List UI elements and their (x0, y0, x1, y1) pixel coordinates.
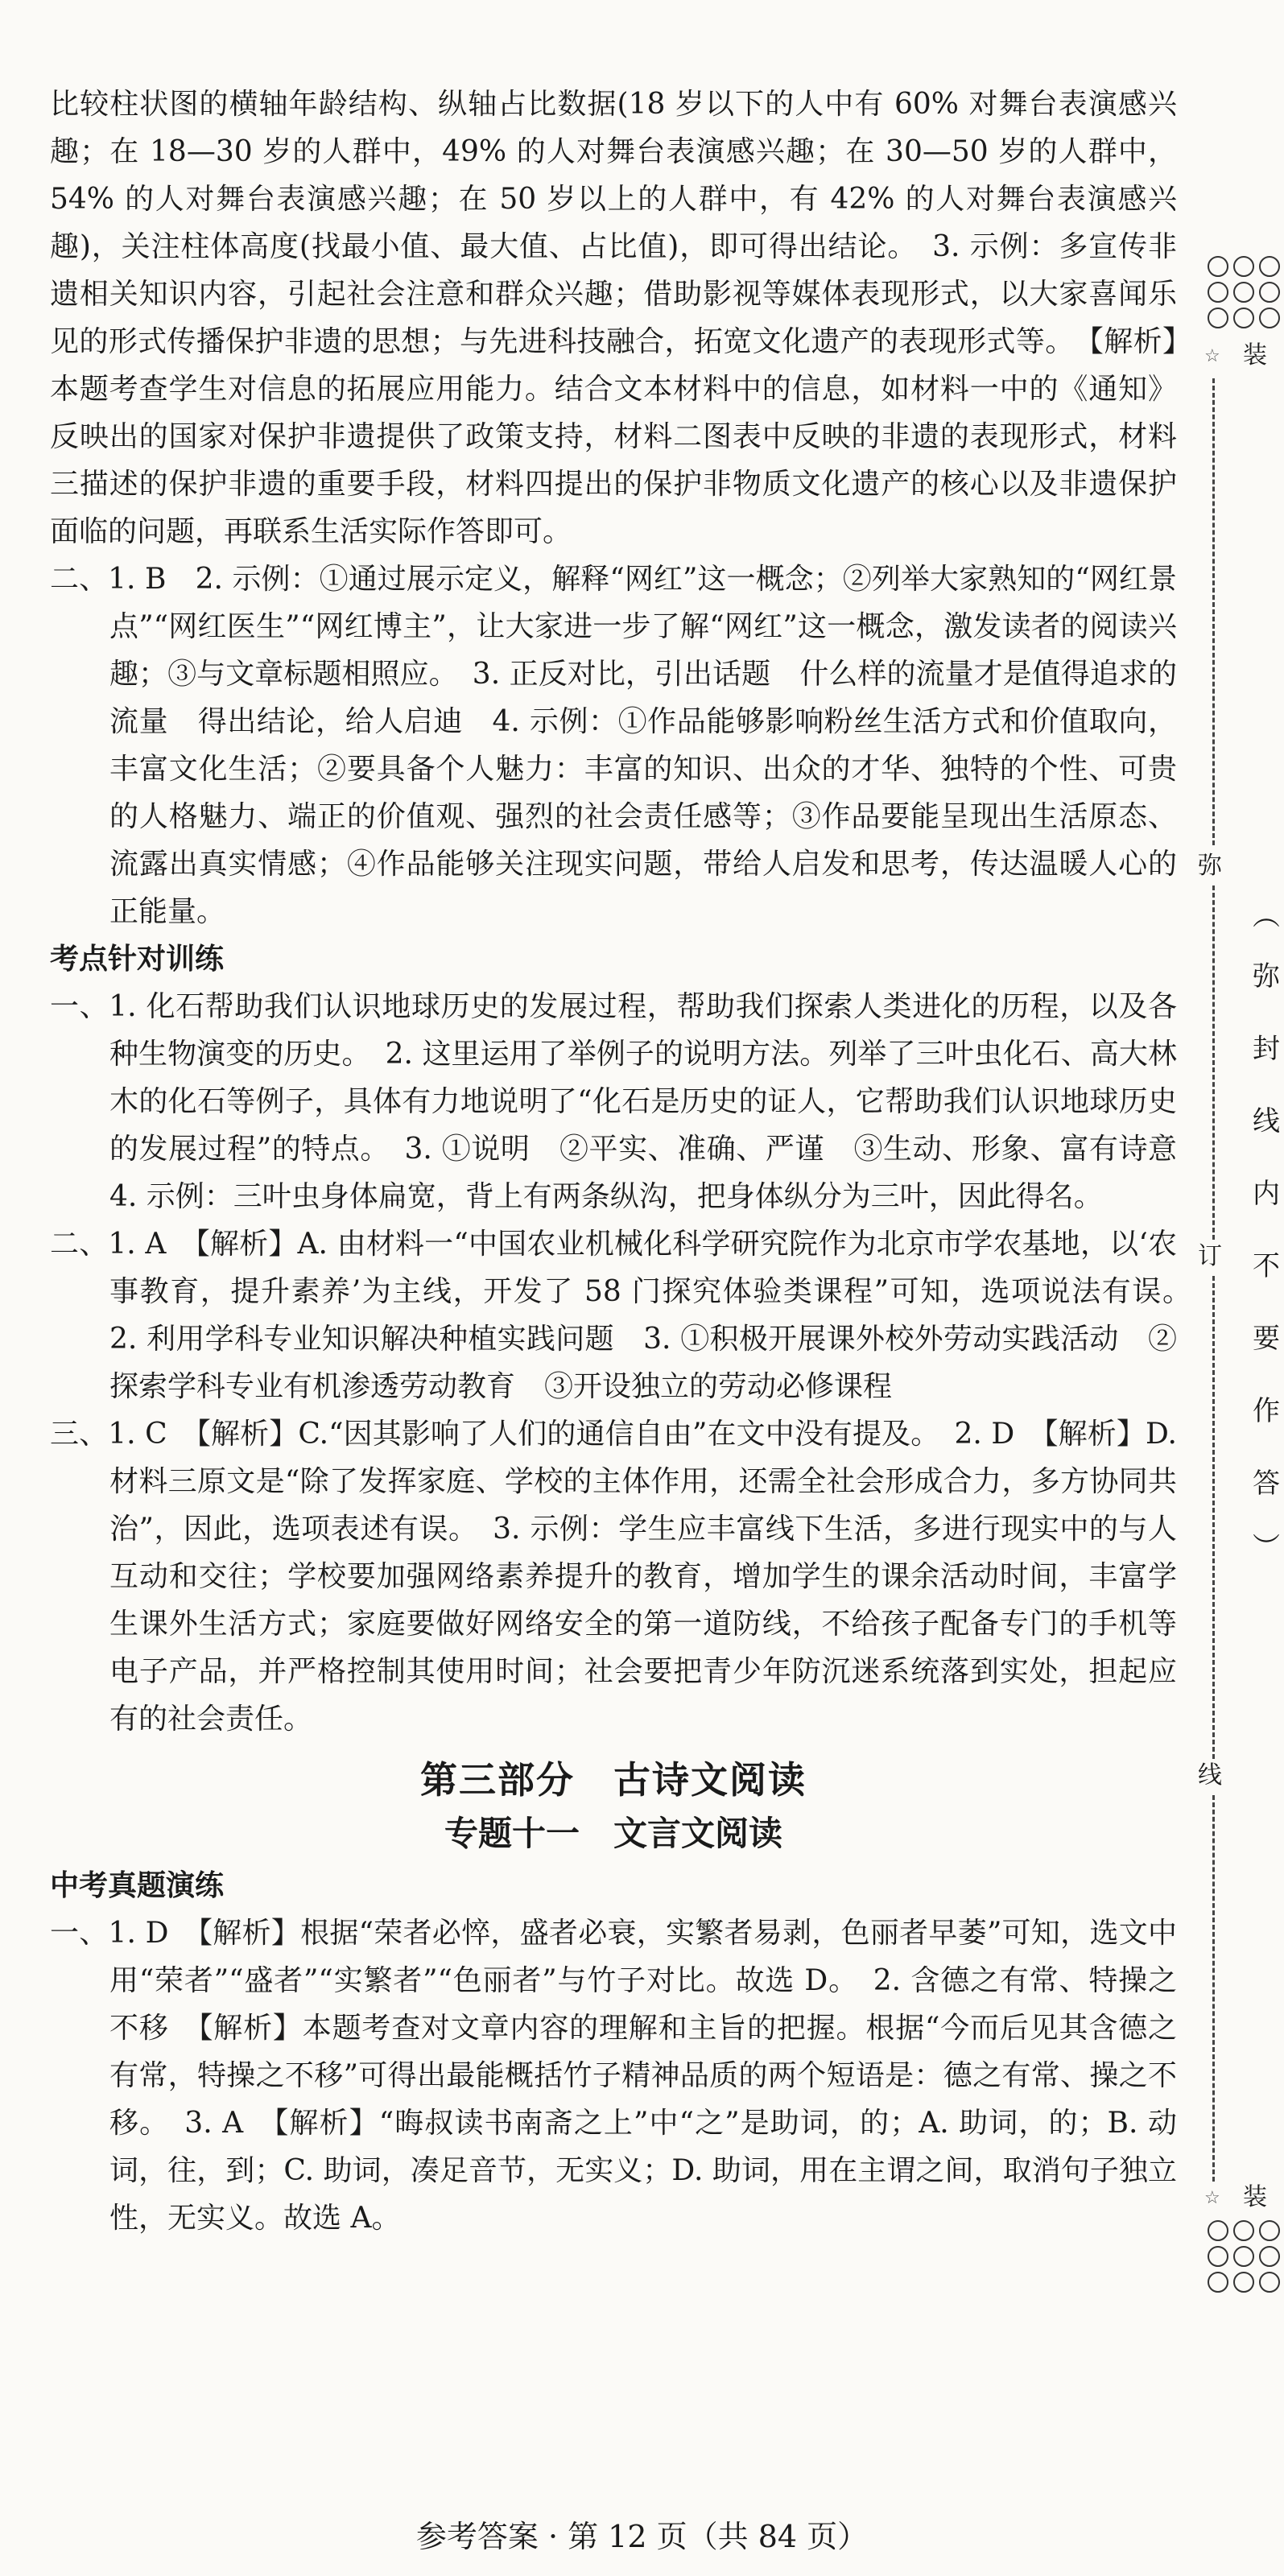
binding-hole-icon (1259, 2272, 1280, 2293)
topic-heading: 专题十一 文言文阅读 (444, 1814, 782, 1853)
binding-mark-zhuang: 装 (1243, 2183, 1267, 2211)
binding-hole-icon (1233, 2220, 1254, 2241)
binding-hole-icon (1208, 2220, 1228, 2241)
binding-hole-icon (1233, 2272, 1254, 2293)
subheading-targeted-training: 考点针对训练 (50, 943, 225, 976)
binding-dashed-line (1212, 1276, 1215, 1759)
answer-paragraph-classical-1: 一、1. D 【解析】根据“荣者必悴，盛者必衰，实繁者易剥，色丽者早萎”可知，选文中用“荣者”“盛者”“实繁者”“色丽者”与竹子对比。故选 D。 2. 含德之有常、特操之不移 【解析】本题考查对文章内容的理解和主旨的把握。根据“今而后见其含德之有常，特操之不移”可得出最能概括竹子精神品质的两个短语是：德之有常、操之不移。 3. A 【解析】“晦叔读书南斋之上”中“之”是助词，的；A. 助词，的；B. 动词，往，到；C. 助词，凑足音节，无实义；D. 助词，用在主谓之间，取消句子独立性，无实义。故选 A。 (50, 1917, 1177, 2235)
binding-hole-icon (1259, 308, 1280, 328)
binding-mark-xian: 线 (1198, 1761, 1222, 1790)
binding-hole-icon (1259, 2220, 1280, 2241)
part-heading: 第三部分 古诗文阅读 (420, 1758, 807, 1802)
answer-paragraph-continuation: 比较柱状图的横轴年龄结构、纵轴占比数据(18 岁以下的人中有 60% 对舞台表演感兴趣；在 18—30 岁的人群中，49% 的人对舞台表演感兴趣；在 30—50 岁的人群中，54% 的人对舞台表演感兴趣；在 50 岁以上的人群中，有 42% 的人对舞台表演感兴趣)，关注柱体高度(找最小值、最大值、占比值)，即可得出结论。 3. 示例：多宣传非遗相关知识内容，引起社会注意和群众兴趣；借助影视等媒体表现形式，以大家喜闻乐见的形式传播保护非遗的思想；与先进科技融合，拓宽文化遗产的表现形式等。 【解析】本题考查学生对信息的拓展应用能力。结合文本材料中的信息，如材料一中的《通知》反映出的国家对保护非遗提供了政策支持，材料二图表中反映的非遗的表现形式，材料三描述的保护非遗的重要手段，材料四提出的保护非物质文化遗产的核心以及非遗保护面临的问题，再联系生活实际作答即可。 (50, 88, 1177, 548)
star-icon: ☆ (1204, 346, 1220, 366)
binding-hole-icon (1259, 282, 1280, 303)
subheading-exam-practice: 中考真题演练 (50, 1869, 225, 1902)
binding-hole-icon (1233, 282, 1254, 303)
answer-content (50, 80, 1207, 2242)
binding-hole-icon (1208, 256, 1228, 277)
binding-hole-icon (1259, 256, 1280, 277)
binding-mark-zhuang: 装 (1243, 341, 1267, 369)
binding-hole-icon (1233, 256, 1254, 277)
answer-paragraph-training-1: 一、1. 化石帮助我们认识地球历史的发展过程，帮助我们探索人类进化的历程，以及各种生物演变的历史。 2. 这里运用了举例子的说明方法。列举了三叶虫化石、高大林木的化石等例子，具体有力地说明了“化石是历史的证人，它帮助我们认识地球历史的发展过程”的特点。 3. ①说明 ②平实、准确、严谨 ③生动、形象、富有诗意 4. 示例：三叶虫身体扁宽，背上有两条纵沟，把身体纵分为三叶，因此得名。 (50, 990, 1207, 1213)
answer-paragraph-training-3: 三、1. C 【解析】C.“因其影响了人们的通信自由”在文中没有提及。 2. D 【解析】D. 材料三原文是“除了发挥家庭、学校的主体作用，还需全社会形成合力，多方协同共治”，因此，选项表述有误。 3. 示例：学生应丰富线下生活，多进行现实中的与人互动和交往；学校要加强网络素养提升的教育，增加学生的课余活动时间，丰富学生课外生活方式；家庭要做好网络安全的第一道防线，不给孩子配备专门的手机等电子产品，并严格控制其使用时间；社会要把青少年防沉迷系统落到实处，担起应有的社会责任。 (50, 1418, 1177, 1736)
binding-mark-ding: 订 (1198, 1242, 1222, 1270)
binding-hole-icon (1233, 308, 1254, 328)
binding-mark-mi: 弥 (1198, 852, 1222, 880)
binding-hole-icon (1259, 2246, 1280, 2267)
star-icon: ☆ (1204, 2188, 1220, 2208)
binding-hole-icon (1208, 2246, 1228, 2267)
binding-hole-icon (1208, 282, 1228, 303)
binding-hole-icon (1208, 2272, 1228, 2293)
binding-hole-icon (1233, 2246, 1254, 2267)
binding-hole-icon (1208, 308, 1228, 328)
exam-answer-page: 比较柱状图的横轴年龄结构、纵轴占比数据(18 岁以下的人中有 60% 对舞台表演感兴趣；在 18—30 岁的人群中，49% 的人对舞台表演感兴趣；在 30—50 岁的人群中，54% 的人对舞台表演感兴趣；在 50 岁以上的人群中，有 42% 的人对舞台表演感兴趣)，关注柱体高度(找最小值、最大值、占比值)，即可得出结论。 3. 示例：多宣传非遗相关知识内容，引起社会注意和群众兴趣；借助影视等媒体表现形式，以大家喜闻乐见的形式传播保护非遗的思想；与先进科技融合，拓宽文化遗产的表现形式等。 【解析】本题考查学生对信息的拓展应用能力。结合文本材料中的信息，如材料一中的《通知》反映出的国家对保护非遗提供了政策支持，材料二图表中反映的非遗的表现形式，材料三描述的保护非遗的重要手段，材料四提出的保护非物质文化遗产的核心以及非遗保护面临的问题，再联系生活实际作答即可。 二、1. B 2. 示例：①通过展示定义，解释“网红”这一概念；②列举大家熟知的“网红景点”“网红医生”“网红博主”，让大家进一步了解“网红”这一概念，激发读者的阅读兴趣；③与文章标题相照应。 3. 正反对比，引出话题 什么样的流量才是值得追求的流量 得出结论，给人启迪 4. 示例：①作品能够影响粉丝生活方式和价值取向，丰富文化生活；②要具备个人魅力：丰富的知识、出众的才华、独特的个性、可贵的人格魅力、端正的价值观、强烈的社会责任感等；③作品要能呈现出生活原态、流露出真实情感；④作品能够关注现实问题，带给人启发和思考，传达温暖人心的正能量。 考点针对训练 一、1. 化石帮助我们认识地球历史的发展过程，帮助我们探索人类进化的历程，以及各种生物演变的历史。 2. 这里运用了举例子的说明方法。列举了三叶虫化石、高大林木的化石等例子，具体有力地说明了“化石是历史的证人，它帮助我们认识地球历史的发展过程”的特点。 3. ①说明 ②平实、准确、严谨 ③生动、形象、富有诗意 4. 示例：三叶虫身体扁宽，背上有两条纵沟，把身体纵分为三叶，因此得名。 二、1. A 【解析】A. 由材料一“中国农业机械化科学研究院作为北京市学农基地，以‘农事教育，提升素养’为主线，开发了 58 门探究体验类课程”可知，选项说法有误。 2. 利用学科专业知识解决种植实践问题 3. ①积极开展课外校外劳动实践活动 ②探索学科专业有机渗透劳动教育 ③开设独立的劳动必修课程 三、1. C 【解析】C.“因其影响了人们的通信自由”在文中没有提及。 2. D 【解析】D. 材料三原文是“除了发挥家庭、学校的主体作用，还需全社会形成合力，多方协同共治”，因此，选项表述有误。 3. 示例：学生应丰富线下生活，多进行现实中的与人互动和交往；学校要加强网络素养提升的教育，增加学生的课余活动时间，丰富学生课外生活方式；家庭要做好网络安全的第一道防线，不给孩子配备专门的手机等电子产品，并严格控制其使用时间；社会要把青少年防沉迷系统落到实处，担起应有的社会责任。 第三部分 古诗文阅读 专题十一 文言文阅读 中考真题演练 一、1. D 【解析】根据“荣者必悴，盛者必衰，实繁者易剥，色丽者早萎”可知，选文中用“荣者”“盛者”“实繁者”“色丽者”与竹子对比。故选 D。 2. 含德之有常、特操之不移 【解析】本题考查对文章内容的理解和主旨的把握。根据“今而后见其含德之有常，特操之不移”可得出最能概括竹子精神品质的两个短语是：德之有常、操之不移。 3. A 【解析】“晦叔读书南斋之上”中“之”是助词，的；A. 助词，的；B. 动词，往，到；C. 助词，凑足音节，无实义；D. 助词，用在主谓之间，取消句子独立性，无实义。故选 A。 参考答案 · 第 12 页（共 84 页） ☆ 装 弥 订 线 ︵ 弥 封 线 内 不 要 作 答 ︶ ☆ 装 (0, 0, 1284, 2576)
answer-paragraph-section-2: 二、1. B 2. 示例：①通过展示定义，解释“网红”这一概念；②列举大家熟知的“网红景点”“网红医生”“网红博主”，让大家进一步了解“网红”这一概念，激发读者的阅读兴趣；③与文章标题相照应。 3. 正反对比，引出话题 什么样的流量才是值得追求的流量 得出结论，给人启迪 4. 示例：①作品能够影响粉丝生活方式和价值取向，丰富文化生活；②要具备个人魅力：丰富的知识、出众的才华、独特的个性、可贵的人格魅力、端正的价值观、强烈的社会责任感等；③作品要能呈现出生活原态、流露出真实情感；④作品能够关注现实问题，带给人启发和思考，传达温暖人心的正能量。 (50, 563, 1177, 928)
answer-paragraph-training-2: 二、1. A 【解析】A. 由材料一“中国农业机械化科学研究院作为北京市学农基地，以‘农事教育，提升素养’为主线，开发了 58 门探究体验类课程”可知，选项说法有误。 2. 利用学科专业知识解决种植实践问题 3. ①积极开展课外校外劳动实践活动 ②探索学科专业有机渗透劳动教育 ③开设独立的劳动必修课程 (50, 1228, 1207, 1403)
binding-dashed-line (1212, 378, 1215, 845)
binding-dashed-line (1212, 886, 1215, 1240)
binding-dashed-line (1212, 1795, 1215, 2182)
page-footer: 参考答案 · 第 12 页（共 84 页） (415, 2519, 869, 2554)
